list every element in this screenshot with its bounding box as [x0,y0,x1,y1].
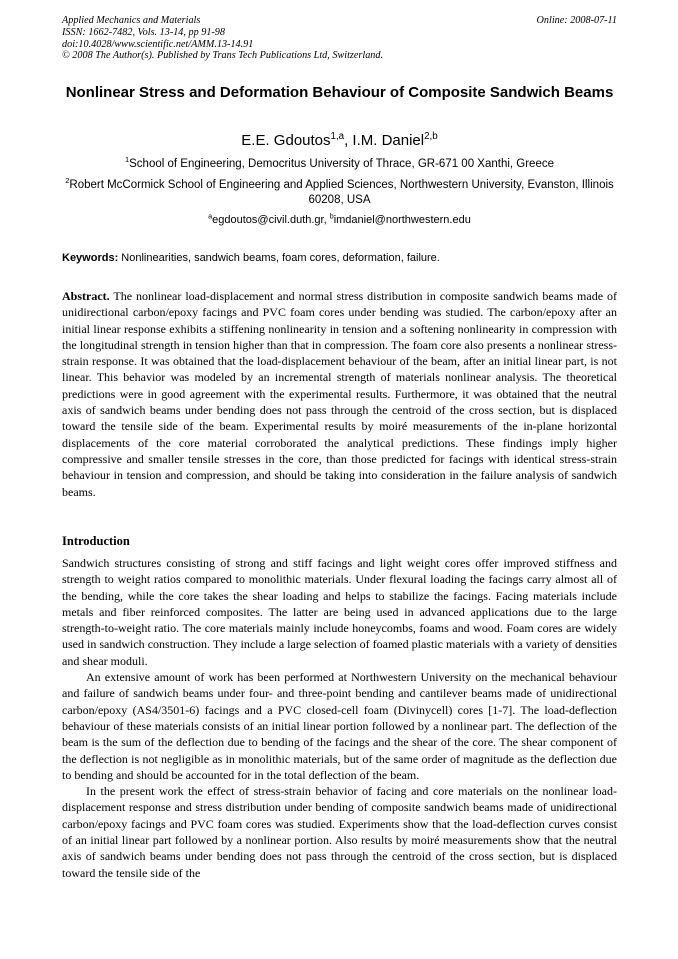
author-emails [62,213,617,227]
online-date: Online: 2008-07-11 [536,15,617,26]
journal-doi: doi:10.4028/www.scientific.net/AMM.13-14.91 [62,38,254,50]
author-superscript: 1,a [330,131,345,142]
paragraph: Sandwich structures consisting of strong and stiff facings and light weight cores offer improved stiffness and strength to weight ratios compared to monolithic materials. Under flexural loading the facings carry almost all of the bending, while the core takes the shear loading and helps to stabilize the facings. Facing materials include metals and fiber reinforced composites. The latter are being used in advanced applications due to the large strength-to-weight ratio. The core materials mainly include honeycombs, foams and wood. Foam cores are widely used in sandwich construction. They include a large selection of foamed plastic materials with a variety of densities and shear moduli. [62,556,617,668]
affiliation-text: Robert McCormick School of Engineering and Applied Sciences, Northwestern University, Evanston, Illinois 60208, USA [69,179,614,206]
paragraph: In the present work the effect of stress-strain behavior of facing and core materials on the nonlinear load-displacement response and stress distribution under bending of composite sandwich beams made of unidirectional carbon/epoxy facings and PVC foam cores was studied. Experiments show that the load-deflection curves consist of an initial linear part followed by a nonlinear portion. Also results by moiré measurements show that the neutral axis of sandwich beams under bending does not pass through the centroid of the cross section, but is displaced toward the tensile side of the [62,784,617,880]
keywords-label: Keywords: [62,252,119,264]
author-name: I.M. Daniel [352,132,425,149]
affiliation-marker: 2 [65,176,70,186]
abstract-label: Abstract. [62,289,110,303]
author-superscript: 2,b [424,131,438,142]
abstract [62,288,617,500]
section-heading-introduction: Introduction [62,534,130,548]
abstract-text: The nonlinear load-displacement and normal stress distribution in composite sandwich beams made of unidirectional carbon/epoxy facings and PVC foam cores under bending was studied. The carbon/epoxy after an initial linear response exhibits a stiffening nonlinearity in tension and a softening nonlinearity in compression with the longitudinal strength in tension higher than that in compression. The foam core also presents a nonlinear stress-strain response. It was obtained that the load-displacement behaviour of the beam, after an initial linear part, is not linear. This behavior was modeled by an incremental strength of materials nonlinear analysis. The theoretical predictions were in good agreement with the experimental results. Furthermore, it was obtained that the neutral axis of sandwich beams under bending does not pass through the centroid of the cross section, but is displaced toward the tensile side of the beam. Experimental results by moiré measurements of the in-plane horizontal displacements of the core material corroborated the analytical predictions. These findings imply higher compressive and smaller tensile stresses in the core, than those predicted for facings with identical stress-strain behaviour in tension and compression, and should be taking into consideration in the failure analysis of sandwich beams. [62,289,617,499]
paragraph: An extensive amount of work has been performed at Northwestern University on the mechanical behaviour and failure of sandwich beams under four- and three-point bending and cantilever beams made of unidirectional carbon/epoxy (AS4/3501-6) facings and a PVC closed-cell foam (Divinycell) cores [1-7]. The load-deflection behaviour of these materials consists of an initial linear portion followed by a nonlinear part. The deflection of the beam is the sum of the deflection due to bending of the facings and the shear of the core. The shear component of the deflection is not negligible as in monolithic materials, but of the same order of magnitude as the deflection due to bending and should be accounted for in the total deflection of the beam. [62,670,617,782]
affiliation-1 [62,157,617,172]
email-link[interactable]: egdoutos@civil.duth.gr, [212,214,330,226]
affiliation-text: School of Engineering, Democritus University of Thrace, GR-671 00 Xanthi, Greece [129,158,554,170]
author-separator: , [344,132,353,149]
author-name: E.E. Gdoutos [241,132,331,149]
email-link[interactable]: imdaniel@northwestern.edu [333,214,471,226]
affiliation-2 [62,178,617,208]
journal-issn: ISSN: 1662-7482, Vols. 13-14, pp 91-98 [62,26,225,38]
keywords [62,251,617,265]
email-marker: a [208,212,213,221]
journal-header [62,15,617,62]
copyright-notice: © 2008 The Author(s). Published by Trans Tech Publications Ltd, Switzerland. [62,50,384,62]
introduction-body [62,555,617,881]
journal-name: Applied Mechanics and Materials [62,15,201,26]
paper-title: Nonlinear Stress and Deformation Behaviour of Composite Sandwich Beams [65,84,614,101]
author-line [62,131,617,151]
email-marker: b [329,212,334,221]
keywords-text: Nonlinearities, sandwich beams, foam cores, deformation, failure. [118,252,440,264]
affiliation-marker: 1 [124,155,130,165]
